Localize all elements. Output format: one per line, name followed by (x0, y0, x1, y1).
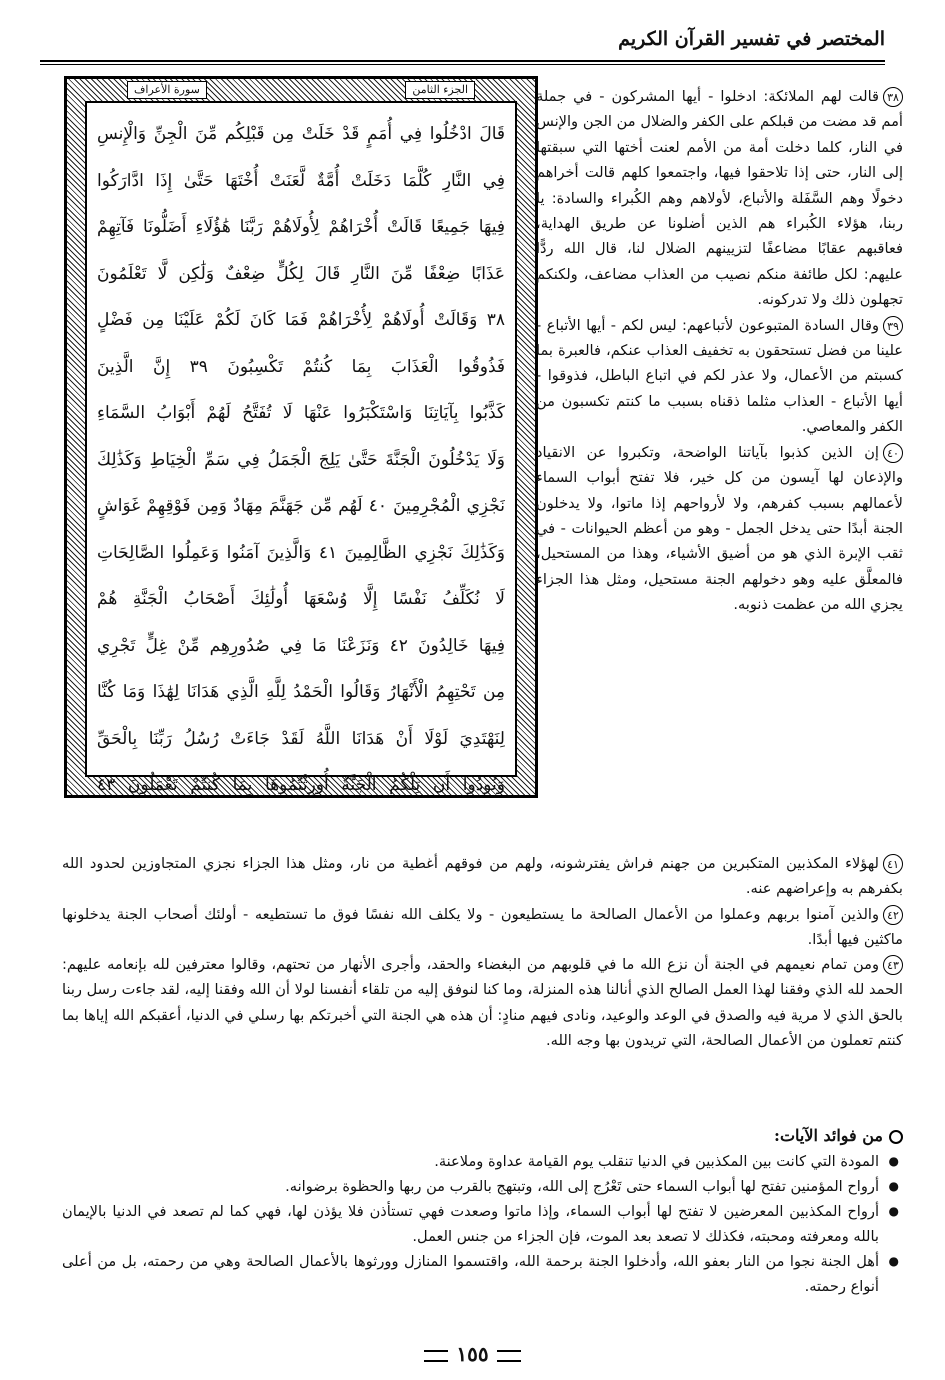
benefits-title: من فوائد الآيات: (774, 1126, 883, 1145)
quran-line: وَنُودُوا أَن تِلْكُمُ الْجَنَّةُ أُورِثْتُمُوهَا بِمَا كُنتُمْ تَعْمَلُونَ ٤٣ (97, 775, 505, 795)
surah-label: سورة الأعراف (127, 81, 207, 99)
book-title: المختصر في تفسير القرآن الكريم (618, 28, 885, 50)
tafsir-text: إن الذين كذبوا بآياتنا الواضحة، وتكبروا عن الانقياد والإذعان لها آيسون من كل خير، فلا تفتح أبواب السماء لأعمالهم بسبب كفرهم، ولا لأرواحهم إذا ماتوا، ولا يدخلون الجنة أبدًا حتى يدخل الجمل - وهو من أعظم الحيوانات - في ثقب الإبرة الذي هو من أضيق الأشياء، وهذا من المستحيل، فالمعلَّق عليه وهو دخولهم الجنة مستحيل، ومثل هذا الجزاء يجزي الله من عظمت ذنوبه. (536, 443, 903, 614)
ornament-icon (424, 1350, 448, 1362)
tafsir-paragraph (62, 952, 903, 1053)
quran-lines (97, 111, 505, 795)
verse-number-badge: ٤٢ (883, 905, 903, 925)
tafsir-paragraph (536, 440, 903, 618)
benefit-item: ● أهل الجنة نجوا من النار بعفو الله، وأدخلوا الجنة برحمة الله، واقتسموا المنازل وورثوها بالأعمال الصالحة وهي من رحمته، بل من أعلى أنواع رحمته. (62, 1249, 903, 1299)
juz-label: الجزء الثامن (405, 81, 475, 99)
verse-number-badge: ٤٠ (883, 443, 903, 463)
quran-text-box (85, 101, 517, 795)
tafsir-text: وقال السادة المتبوعون لأتباعهم: ليس لكم - أيها الأتباع - علينا من فضل تستحقون به تخفيف العذاب عنكم، فالعبرة بما كسبتم من الأعمال، ولا عذر لكم في اتباع الباطل، فذوقوا - أيها الأتباع - العذاب مثلما ذقناه بسبب ما كنتم تكسبون من الكفر والمعاصي. (536, 316, 903, 436)
quran-line: وَلَا يَدْخُلُونَ الْجَنَّةَ حَتَّىٰ يَلِجَ الْجَمَلُ فِي سَمِّ الْخِيَاطِ وَكَذَٰلِكَ (97, 449, 505, 470)
verse-number-badge: ٣٩ (883, 316, 903, 336)
benefit-item: ● المودة التي كانت بين المكذبين في الدنيا تنقلب يوم القيامة عداوة وملاعنة. (62, 1149, 903, 1174)
benefit-item: ● أرواح المكذبين المعرضين لا تفتح لها أبواب السماء، وإذا ماتوا وصعدت فهي تستأذن فلا يؤذن لها، فهي كما لم تصعد في الدنيا بالإيمان بالله ومعرفته ومحبته، فكذلك لا تصعد بعد الموت، فإن الجزاء من جنس العمل. (62, 1199, 903, 1249)
quran-line: لَا نُكَلِّفُ نَفْسًا إِلَّا وُسْعَهَا أُولَٰئِكَ أَصْحَابُ الْجَنَّةِ هُمْ (97, 589, 505, 609)
tafsir-column (536, 84, 903, 618)
quran-line: فِيهَا جَمِيعًا قَالَتْ أُخْرَاهُمْ لِأُولَاهُمْ رَبَّنَا هَٰؤُلَاءِ أَضَلُّونَا فَآتِهِمْ (97, 217, 505, 237)
page-number: ١٥٥ (456, 1342, 489, 1366)
verse-number-badge: ٣٨ (883, 87, 903, 107)
tafsir-text: قالت لهم الملائكة: ادخلوا - أيها المشركون - في جملة أمم قد مضت من قبلكم على الكفر والضلال من الجن والإنس في النار، كلما دخلت أمة من الأمم لعنت أختها التي سبقتها إلى النار، حتى إذا تلاحقوا فيها، واجتمعوا كلهم قالت أخراهم دخولًا وهم السَّفَلة والأتباع، لأولاهم وهم الكُبراء والسادة: يا ربنا، هؤلاء الكُبراء هم الذين أضلونا عن طريق الهداية، فعاقبهم عقابًا مضاعفًا لتزيينهم الضلال لنا، قال الله ردًّا عليهم: لكل طائفة منكم نصيب من العذاب مضاعف، ولكنكم تجهلون ذلك ولا تدركونه. (536, 88, 903, 309)
quran-line: مِن تَحْتِهِمُ الْأَنْهَارُ وَقَالُوا الْحَمْدُ لِلَّهِ الَّذِي هَدَانَا لِهَٰذَا وَمَا كُنَّا (97, 682, 505, 702)
page-header (0, 26, 945, 64)
quran-line: فِي النَّارِ كُلَّمَا دَخَلَتْ أُمَّةٌ لَّعَنَتْ أُخْتَهَا حَتَّىٰ إِذَا ادَّارَكُوا (97, 170, 505, 191)
tafsir-full-width (62, 851, 903, 1053)
benefits-list (62, 1149, 903, 1299)
tafsir-paragraph (536, 84, 903, 313)
quran-line: نَجْزِي الْمُجْرِمِينَ ٤٠ لَهُم مِّن جَهَنَّمَ مِهَادٌ وَمِن فَوْقِهِمْ غَوَاشٍ (97, 496, 505, 516)
quran-line: فَذُوقُوا الْعَذَابَ بِمَا كُنتُمْ تَكْسِبُونَ ٣٩ إِنَّ الَّذِينَ (97, 356, 505, 377)
tafsir-text: والذين آمنوا بربهم وعملوا من الأعمال الصالحة ما يستطيعون - ولا يكلف الله نفسًا فوق ما تستطيعه - أولئك أصحاب الجنة يدخلونها ماكثين فيها أبدًا. (62, 905, 903, 948)
quran-line: لِنَهْتَدِيَ لَوْلَا أَنْ هَدَانَا اللَّهُ لَقَدْ جَاءَتْ رُسُلُ رَبِّنَا بِالْحَقِّ (97, 728, 505, 749)
quran-line: فِيهَا خَالِدُونَ ٤٢ وَنَزَعْنَا مَا فِي صُدُورِهِم مِّنْ غِلٍّ تَجْرِي (97, 635, 505, 656)
quran-line: ٣٨ وَقَالَتْ أُولَاهُمْ لِأُخْرَاهُمْ فَمَا كَانَ لَكُمْ عَلَيْنَا مِن فَضْلٍ (97, 310, 505, 330)
benefits-section (62, 1126, 903, 1299)
header-rule-thin (40, 64, 885, 65)
ornament-icon (497, 1350, 521, 1362)
quran-line: قَالَ ادْخُلُوا فِي أُمَمٍ قَدْ خَلَتْ مِن قَبْلِكُم مِّنَ الْجِنِّ وَالْإِنسِ (97, 124, 505, 144)
tafsir-paragraph (536, 313, 903, 440)
flower-icon (889, 1130, 903, 1144)
header-rule (40, 60, 885, 62)
benefit-item: ● أرواح المؤمنين تفتح لها أبواب السماء حتى تَعْرُج إلى الله، وتبتهج بالقرب من ربها والحظوة برضوانه. (62, 1174, 903, 1199)
benefits-heading (62, 1126, 903, 1145)
page-number-footer (0, 1342, 945, 1366)
verse-number-badge: ٤٣ (883, 955, 903, 975)
quran-line: عَذَابًا ضِعْفًا مِّنَ النَّارِ قَالَ لِكُلٍّ ضِعْفٌ وَلَٰكِن لَّا تَعْلَمُونَ (97, 263, 505, 284)
quran-frame (64, 76, 538, 798)
tafsir-text: ومن تمام نعيمهم في الجنة أن نزع الله ما في قلوبهم من البغضاء والحقد، وأجرى الأنهار من تحتهم، وقالوا معترفين لله بإنعامه عليهم: الحمد لله الذي وفقنا لهذا العمل الصالح الذي أنالنا هذه المنزلة، وما كنا لنوفق إليه من تلقاء أنفسنا لولا أن الله وفقنا إليه، لقد جاءت رسل ربنا بالحق الذي لا مرية فيه والصدق في الوعد والوعيد، ونادى فيهم منادٍ: أن هذه هي الجنة التي أخبرتكم بها رسلي في الدنيا، أعقبكم الله إياها بما كنتم تعملون من الأعمال الصالحة، التي تريدون بها وجه الله. (62, 956, 903, 1050)
quran-line: وَكَذَٰلِكَ نَجْزِي الظَّالِمِينَ ٤١ وَالَّذِينَ آمَنُوا وَعَمِلُوا الصَّالِحَاتِ (97, 542, 505, 563)
tafsir-paragraph (62, 851, 903, 902)
tafsir-paragraph (62, 902, 903, 953)
tafsir-text: لهؤلاء المكذبين المتكبرين من جهنم فراش يفترشونه، ولهم من فوقهم أغطية من نار، ومثل هذا الجزاء نجزي المتجاوزين لحدود الله بكفرهم به وإعراضهم عنه. (62, 855, 903, 898)
verse-number-badge: ٤١ (883, 854, 903, 874)
quran-line: كَذَّبُوا بِآيَاتِنَا وَاسْتَكْبَرُوا عَنْهَا لَا تُفَتَّحُ لَهُمْ أَبْوَابُ السَّمَاءِ (97, 403, 505, 423)
